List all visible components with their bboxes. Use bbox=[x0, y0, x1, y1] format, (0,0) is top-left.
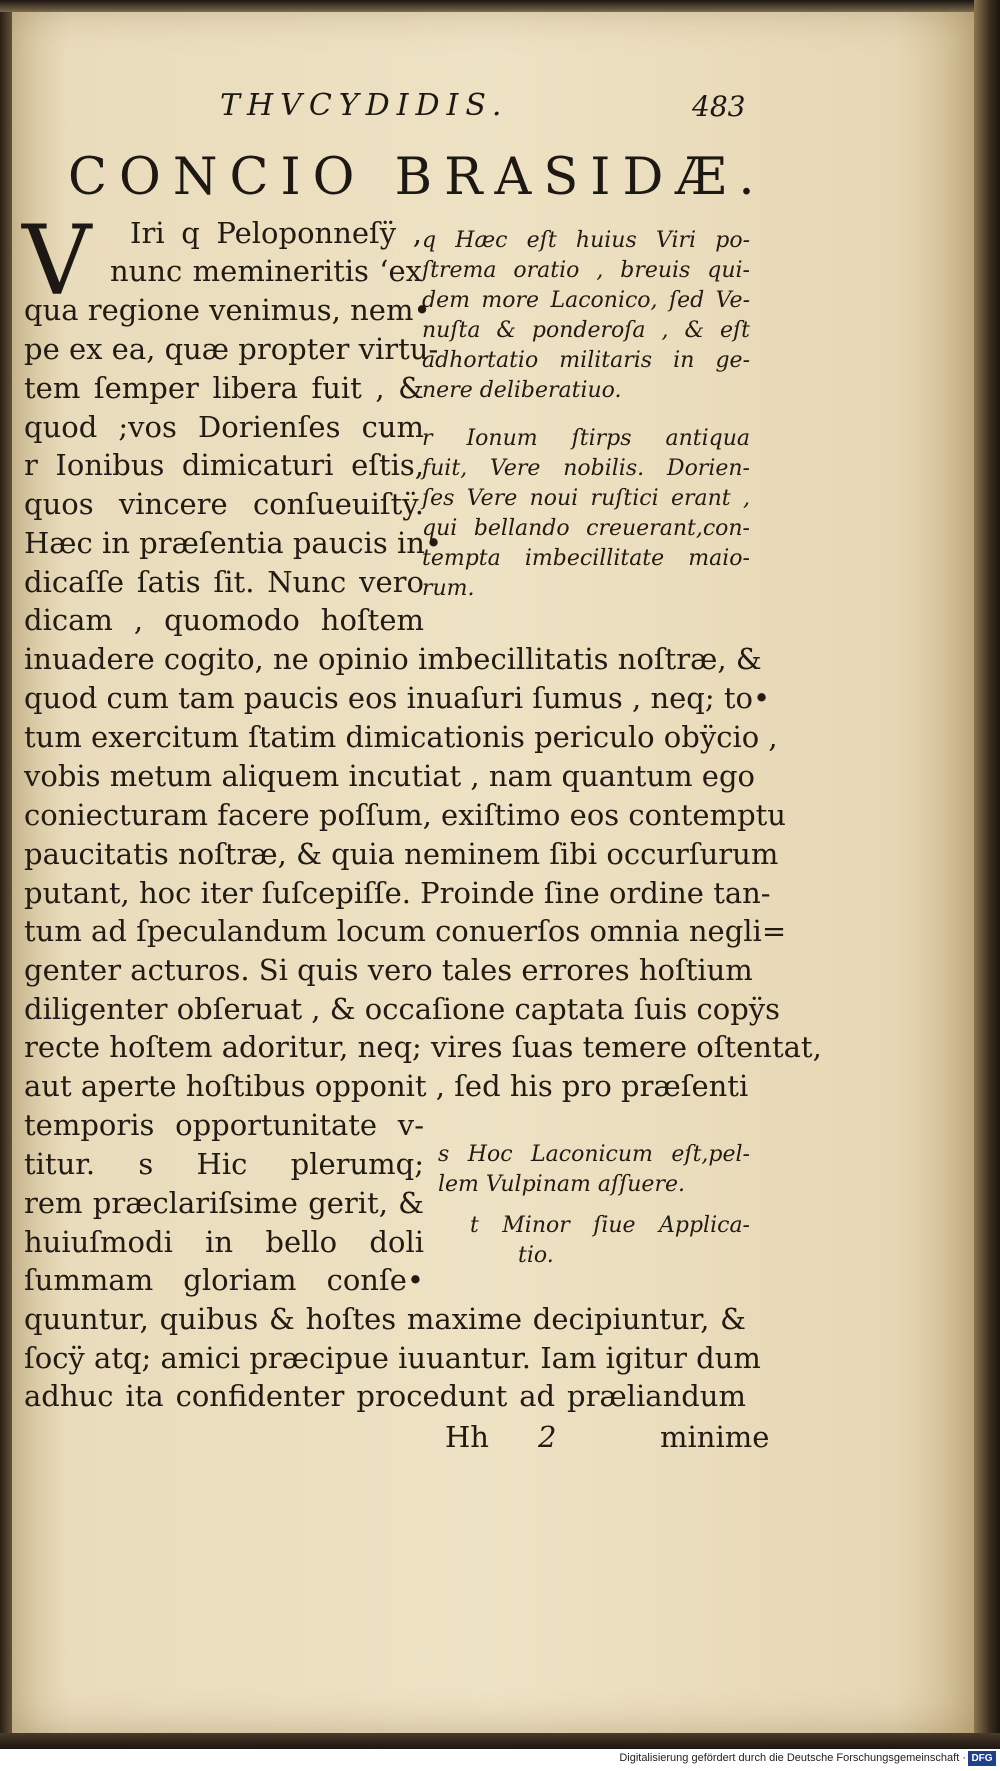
body-line: vobis metum aliquem incutiat , nam quantum ego bbox=[24, 759, 755, 793]
dfg-logo: DFG bbox=[968, 1751, 996, 1766]
margin-note-line: q Hæc eſt huius Viri po- bbox=[422, 228, 750, 253]
margin-note-line: qui bellando creuerant,con- bbox=[422, 516, 750, 541]
body-line: ſocÿ atq; amici præcipue iuuantur. Iam igitur dum bbox=[24, 1341, 761, 1375]
margin-note-line: ſtrema oratio , breuis qui- bbox=[422, 258, 750, 283]
body-line: huiuſmodi in bello doli bbox=[24, 1225, 424, 1259]
body-line: r Ionibus dimicaturi eſtis, bbox=[24, 448, 424, 482]
margin-note-line: dem more Laconico, ſed Ve- bbox=[422, 288, 750, 313]
book-bottom-edge bbox=[0, 1733, 1000, 1749]
body-line: titur. s Hic plerumq; bbox=[24, 1147, 424, 1181]
body-line: inuadere cogito, ne opinio imbecillitatis noſtræ, & bbox=[24, 642, 762, 676]
margin-note-line: s Hoc Laconicum eſt,pel- bbox=[438, 1142, 750, 1167]
body-line: dicam , quomodo hoſtem bbox=[24, 603, 424, 637]
margin-note-line: adhortatio militaris in ge- bbox=[422, 348, 750, 373]
drop-cap: V bbox=[22, 205, 92, 317]
page-number: 483 bbox=[692, 90, 746, 123]
margin-note-line: t Minor ſiue Applica- bbox=[470, 1213, 750, 1238]
body-line: tum exercitum ſtatim dimicationis periculo obÿcio , bbox=[24, 720, 778, 754]
margin-note-line: lem Vulpinam aſſuere. bbox=[438, 1172, 685, 1197]
body-line: adhuc ita confidenter procedunt ad præliandum bbox=[24, 1379, 746, 1413]
digitization-credit: Digitalisierung gefördert durch die Deutsche Forschungsgemeinschaft · bbox=[619, 1752, 966, 1764]
body-line: rem præclariſsime gerit, & bbox=[24, 1186, 424, 1220]
book-top-edge bbox=[0, 0, 1000, 12]
body-line: nunc memineritis ‘ex bbox=[110, 254, 422, 288]
body-line: recte hoſtem adoritur, neq; vires ſuas temere oſtentat, bbox=[24, 1030, 822, 1064]
catchword: minime bbox=[660, 1420, 770, 1454]
chapter-title: CONCIO BRASIDÆ. bbox=[68, 148, 767, 207]
signature-mark: Hh bbox=[445, 1420, 489, 1454]
margin-note-line: rum. bbox=[422, 576, 475, 601]
signature-number: 2 bbox=[538, 1420, 557, 1454]
body-line: qua regione venimus, nem• bbox=[24, 293, 431, 327]
body-line: diligenter obſeruat , & occaſione captata ſuis copÿs bbox=[24, 992, 781, 1026]
body-line: quos vincere conſueuiſtÿ. bbox=[24, 487, 424, 521]
body-line: dicaſſe ſatis ſit. Nunc vero bbox=[24, 565, 424, 599]
body-line: quod cum tam paucis eos inuaſuri ſumus , neq; to• bbox=[24, 681, 771, 715]
book-fore-edge bbox=[974, 0, 1000, 1771]
body-line: paucitatis noſtræ, & quia neminem ſibi occurſurum bbox=[24, 837, 779, 871]
body-line: tum ad ſpeculandum locum conuerſos omnia negli= bbox=[24, 914, 787, 948]
body-line: temporis opportunitate v- bbox=[24, 1108, 424, 1142]
body-line: Iri q Peloponneſÿ , bbox=[130, 216, 422, 250]
body-line: quuntur, quibus & hoſtes maxime decipiuntur, & bbox=[24, 1302, 746, 1336]
body-line: ſummam gloriam conſe• bbox=[24, 1263, 424, 1297]
margin-note-line: nere deliberatiuo. bbox=[422, 378, 622, 403]
body-line: tem ſemper libera fuit , & bbox=[24, 371, 424, 405]
body-line: pe ex ea, quæ propter virtu- bbox=[24, 332, 439, 366]
body-line: Hæc in præſentia paucis in• bbox=[24, 526, 443, 560]
margin-note-line: fuit, Vere nobilis. Dorien- bbox=[422, 456, 750, 481]
body-line: quod ;vos Dorienſes cum bbox=[24, 410, 424, 444]
margin-note-line: ſes Vere noui ruſtici erant , bbox=[422, 486, 750, 511]
margin-note-line: r Ionum ſtirps antiqua bbox=[422, 426, 750, 451]
margin-note-line: tio. bbox=[518, 1243, 554, 1268]
body-line: genter acturos. Si quis vero tales errores hoſtium bbox=[24, 953, 753, 987]
margin-note-line: tempta imbecillitate maio- bbox=[422, 546, 750, 571]
margin-note-line: nuſta & ponderoſa , & eſt bbox=[422, 318, 750, 343]
body-line: coniecturam facere poſſum, exiſtimo eos contemptu bbox=[24, 798, 786, 832]
running-title: THVCYDIDIS. bbox=[220, 88, 509, 123]
body-line: putant, hoc iter ſuſcepiſſe. Proinde ſine ordine tan- bbox=[24, 876, 771, 910]
body-line: aut aperte hoſtibus opponit , ſed his pro præſenti bbox=[24, 1069, 749, 1103]
